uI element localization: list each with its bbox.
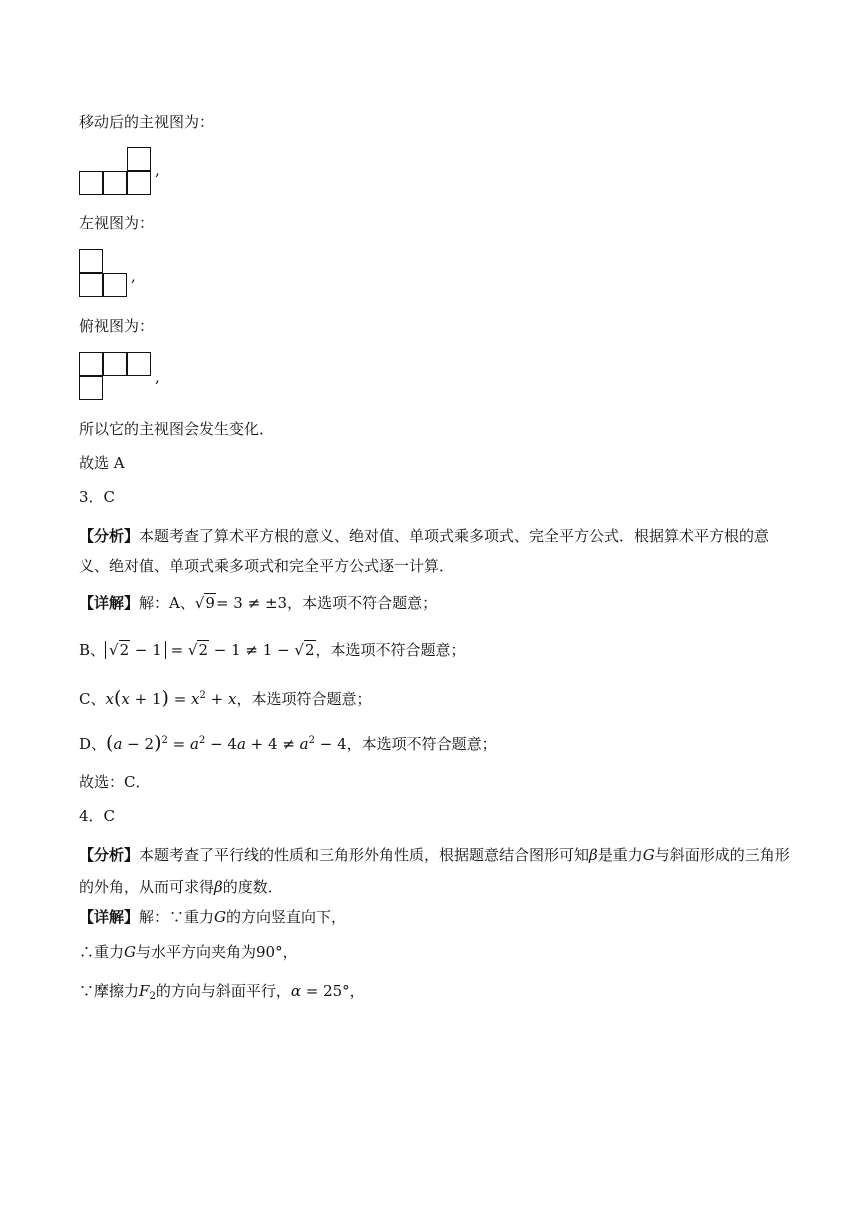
grid-cell	[127, 171, 151, 195]
q4-detail-text: ∴重力	[79, 943, 125, 961]
q3-analysis-text: 本题考查了算术平方根的意义、绝对值、单项式乘多项式、完全平方公式．根据算术平方根的意义、绝对值、单项式乘多项式和完全平方公式逐一计算．	[79, 527, 770, 575]
g-symbol: G	[642, 846, 655, 864]
beta-symbol: β	[214, 878, 223, 896]
q4-detail-1	[79, 907, 346, 927]
q4-detail-text: 解：∵重力	[139, 908, 215, 926]
q3-d-prefix: D、	[79, 735, 107, 753]
f-subscript: 2	[149, 991, 156, 1002]
comma: ,	[131, 267, 136, 285]
grid-cell	[79, 376, 103, 400]
q3-b-math: √2 − 1 = √2 − 1 ≠ 1 − √2	[105, 641, 316, 659]
grid-cell	[103, 171, 127, 195]
q3-detail-b	[79, 640, 466, 660]
q4-detail-text: 的方向与斜面平行，	[155, 982, 291, 1000]
grid-cell	[79, 273, 103, 297]
q3-detail-c	[79, 686, 371, 709]
q4-detail-text: ∵摩擦力	[79, 982, 140, 1000]
beta-symbol: β	[589, 846, 598, 864]
choose-a-text: 故选 A	[79, 454, 125, 472]
q3-analysis-tag: 【分析】	[79, 527, 140, 545]
q4-detail-text: 与水平方向夹角为90°，	[136, 943, 298, 961]
q4-analysis-text: 与斜面形成的三角形的外角，从而可求得	[79, 846, 790, 896]
q4-number: 4．C	[79, 807, 116, 825]
q4-analysis-tag: 【分析】	[79, 846, 140, 864]
q4-detail-3	[79, 981, 365, 1007]
top-view-figure	[79, 352, 159, 402]
q4-analysis-text: 是重力	[597, 846, 643, 864]
f-symbol: F	[139, 982, 150, 1000]
g-symbol: G	[124, 943, 136, 961]
q4-analysis	[79, 839, 799, 903]
grid-cell	[127, 352, 151, 376]
q4-analysis-text: 本题考查了平行线的性质和三角形外角性质，根据题意结合图形可知	[139, 846, 590, 864]
grid-cell	[103, 352, 127, 376]
q4-detail-text: 的方向竖直向下，	[226, 908, 347, 926]
q3-c-math: $x(x + 1) = x^2 + x$	[105, 687, 237, 709]
q3-choose: 故选：C．	[79, 773, 151, 791]
q4-detail-2	[79, 942, 298, 962]
top-view-label: 俯视图为：	[79, 317, 155, 335]
q3-a-tail: ，本选项不符合题意；	[287, 594, 438, 612]
q3-d-tail: ，本选项不符合题意；	[346, 735, 497, 753]
q4-analysis-text: 的度数．	[222, 878, 283, 896]
q3-detail-tag: 【详解】	[79, 594, 140, 612]
grid-cell	[103, 273, 127, 297]
comma: ,	[155, 368, 160, 386]
q3-analysis	[79, 521, 799, 581]
g-symbol: G	[214, 908, 227, 926]
q3-a-expr: = 3 ≠ ±3	[215, 594, 288, 612]
left-view-label: 左视图为：	[79, 214, 155, 232]
grid-cell	[79, 171, 103, 195]
sqrt-sign: √	[194, 594, 205, 612]
alpha-value: = 25°，	[300, 982, 365, 1000]
q3-b-prefix: B、	[79, 641, 106, 659]
grid-cell	[79, 249, 103, 273]
conclusion-text: 所以它的主视图会发生变化．	[79, 420, 275, 438]
q3-detail-intro: 解：A、	[139, 594, 195, 612]
q3-b-tail: ，本选项不符合题意；	[315, 641, 466, 659]
q3-c-prefix: C、	[79, 690, 106, 708]
grid-cell	[79, 352, 103, 376]
q3-number: 3．C	[79, 488, 116, 506]
left-view-figure	[79, 249, 139, 299]
q3-detail-a	[79, 593, 437, 613]
sqrt-radicand: 9	[205, 594, 215, 612]
grid-cell	[127, 147, 151, 171]
q3-d-math: $(a - 2)^2 = a^2 - 4a + 4 \ne a^2 - 4$	[106, 732, 347, 754]
q3-detail-d	[79, 731, 497, 754]
q4-detail-tag: 【详解】	[79, 908, 140, 926]
front-view-label: 移动后的主视图为：	[79, 113, 215, 131]
q3-c-tail: ，本选项符合题意；	[236, 690, 372, 708]
alpha-symbol: α	[290, 982, 301, 1000]
comma: ,	[155, 161, 160, 179]
front-view-figure	[79, 147, 159, 197]
